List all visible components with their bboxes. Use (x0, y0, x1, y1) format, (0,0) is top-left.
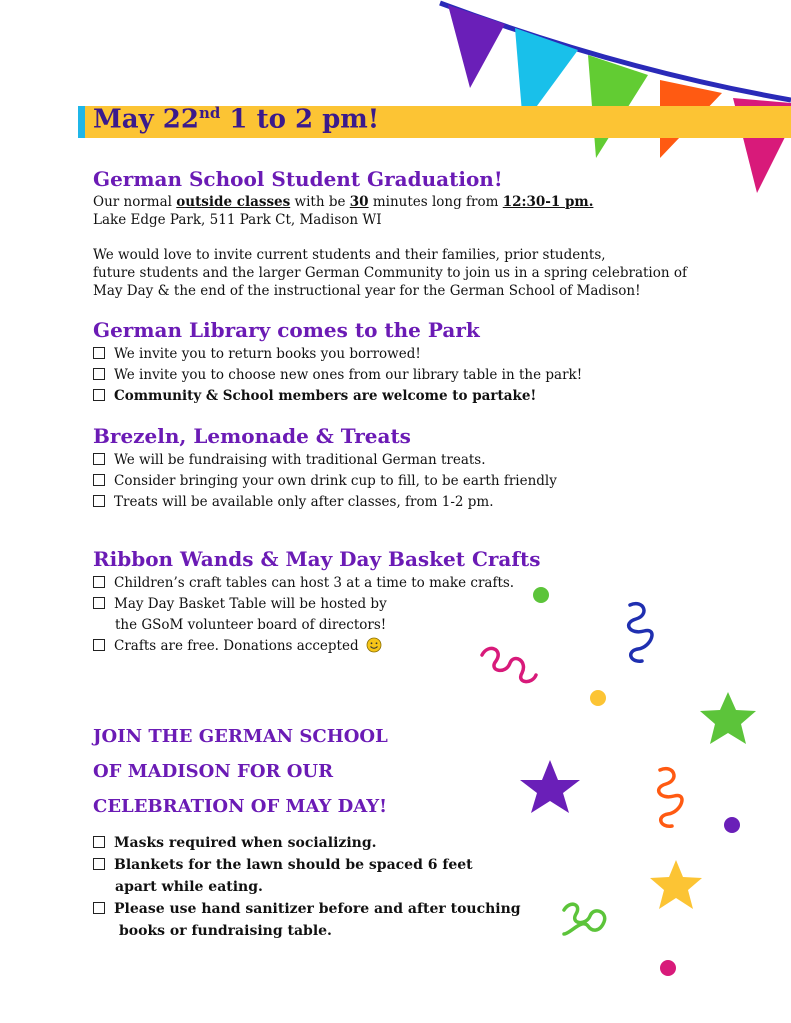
confetti-dot-icon (724, 817, 740, 833)
list-item: Please use hand sanitizer before and after touching (93, 898, 521, 920)
list-item: Community & School members are welcome to partake! (93, 386, 582, 407)
checkbox-icon (93, 495, 105, 507)
join-line-1: JOIN THE GERMAN SCHOOL (93, 726, 388, 747)
streamer-icon (629, 604, 652, 662)
library-heading: German Library comes to the Park (93, 318, 480, 342)
invitation-line-3: May Day & the end of the instructional year for the German School of Madison! (93, 283, 641, 299)
list-item: Crafts are free. Donations accepted (93, 636, 514, 657)
date-banner-accent (78, 106, 85, 138)
list-item: May Day Basket Table will be hosted by (93, 594, 514, 615)
checkbox-icon (93, 474, 105, 486)
crafts-list (93, 573, 514, 657)
list-item: We will be fundraising with traditional German treats. (93, 450, 557, 471)
list-item: Consider bringing your own drink cup to fill, to be earth friendly (93, 471, 557, 492)
checkbox-icon (93, 368, 105, 380)
list-item: Masks required when socializing. (93, 832, 521, 854)
streamer-icon (564, 904, 605, 934)
star-icon (520, 760, 580, 813)
list-item: Treats will be available only after classes, from 1-2 pm. (93, 492, 557, 513)
star-icon (700, 692, 756, 744)
graduation-heading: German School Student Graduation! (93, 167, 503, 191)
date-title: May 22nd 1 to 2 pm! (93, 104, 380, 135)
checkbox-icon (93, 858, 105, 870)
checkbox-icon (93, 453, 105, 465)
confetti-dot-icon (660, 960, 676, 976)
star-icon (650, 860, 702, 909)
treats-list (93, 450, 557, 513)
join-line-2: OF MADISON FOR OUR (93, 761, 334, 782)
checkbox-icon (93, 347, 105, 359)
checkbox-icon (93, 836, 105, 848)
checkbox-icon (93, 639, 105, 651)
list-item: We invite you to choose new ones from our library table in the park! (93, 365, 582, 386)
invitation-line-1: We would love to invite current students and their families, prior students, (93, 247, 606, 263)
invitation-line-2: future students and the larger German Community to join us in a spring celebration of (93, 265, 687, 281)
streamer-icon (482, 648, 536, 681)
list-item: Children’s craft tables can host 3 at a time to make crafts. (93, 573, 514, 594)
smiley-icon (366, 637, 382, 653)
treats-heading: Brezeln, Lemonade & Treats (93, 424, 411, 448)
graduation-line-1: Our normal outside classes with be 30 minutes long from 12:30-1 pm. (93, 194, 594, 210)
checkbox-icon (93, 389, 105, 401)
list-item: apart while eating. (115, 879, 263, 895)
confetti-dot-icon (533, 587, 549, 603)
library-list (93, 344, 582, 407)
list-item: Blankets for the lawn should be spaced 6 feet (93, 854, 521, 876)
safety-list (93, 832, 521, 942)
graduation-address: Lake Edge Park, 511 Park Ct, Madison WI (93, 212, 382, 228)
join-line-3: CELEBRATION OF MAY DAY! (93, 796, 388, 817)
checkbox-icon (93, 576, 105, 588)
streamer-icon (659, 769, 682, 827)
crafts-heading: Ribbon Wands & May Day Basket Crafts (93, 547, 541, 571)
confetti-dot-icon (590, 690, 606, 706)
list-item: books or fundraising table. (119, 923, 332, 939)
checkbox-icon (93, 902, 105, 914)
checkbox-icon (93, 597, 105, 609)
confetti-decoration (460, 570, 791, 1010)
list-item: We invite you to return books you borrowed! (93, 344, 582, 365)
list-item: the GSoM volunteer board of directors! (115, 617, 387, 633)
